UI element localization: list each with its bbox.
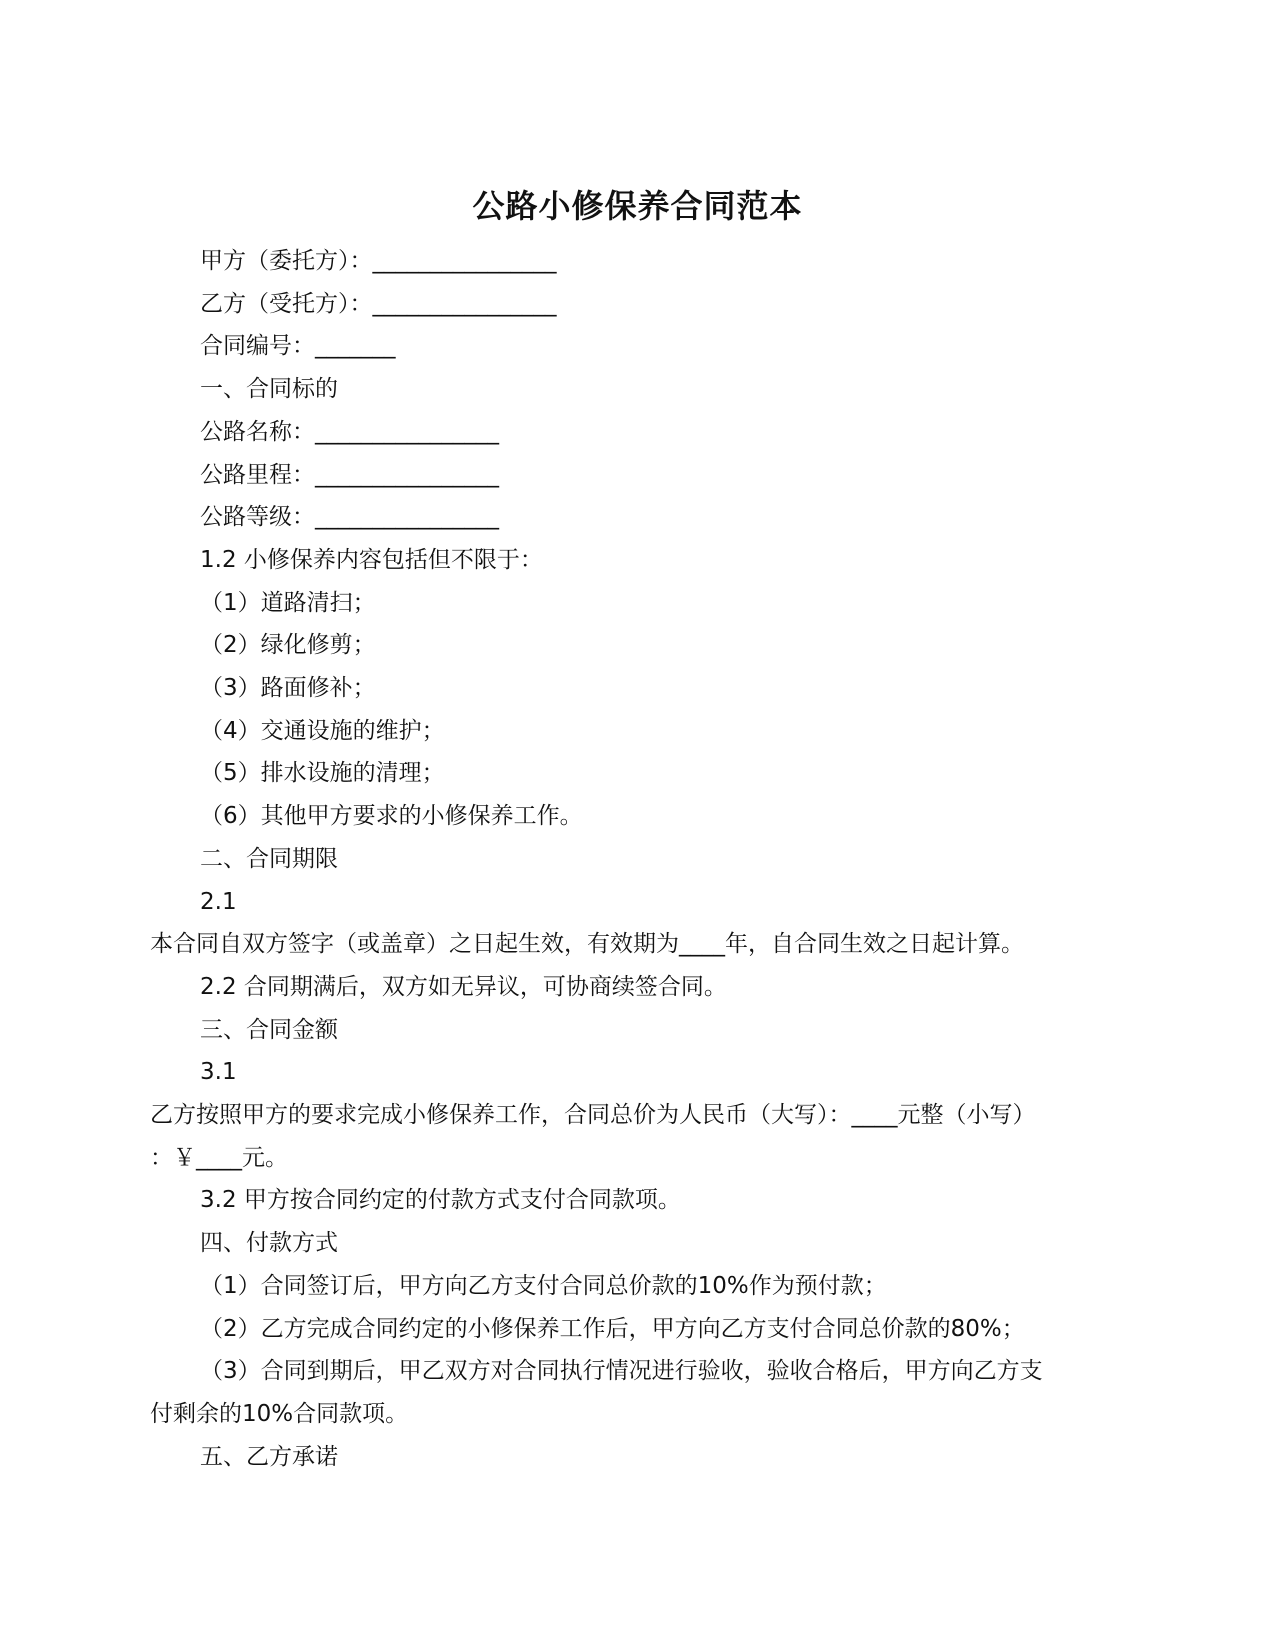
list-item: （1）道路清扫； <box>200 589 376 616</box>
party-a-line: 甲方（委托方）：________________ <box>200 248 557 274</box>
clause-line: 2.2 合同期满后，双方如无异议，可协商续签合同。 <box>200 973 727 1000</box>
list-item: （4）交通设施的维护； <box>200 717 445 744</box>
clause-number: 3.1 <box>200 1059 237 1086</box>
clause-text-continued: ：￥____元。 <box>150 1144 288 1171</box>
list-item-continued: 付剩余的10%合同款项。 <box>150 1400 409 1427</box>
section-heading: 三、合同金额 <box>200 1016 338 1043</box>
list-item: （5）排水设施的清理； <box>200 760 445 787</box>
section-heading: 二、合同期限 <box>200 845 338 872</box>
document-title: 公路小修保养合同范本 <box>472 187 803 225</box>
clause-text: 本合同自双方签字（或盖章）之日起生效，有效期为____年，自合同生效之日起计算。 <box>150 931 1024 958</box>
clause-text: 乙方按照甲方的要求完成小修保养工作，合同总价为人民币（大写）：____元整（小写） <box>150 1102 1036 1129</box>
road-grade-line: 公路等级：________________ <box>200 504 499 531</box>
list-item: （2）乙方完成合同约定的小修保养工作后，甲方向乙方支付合同总价款的80%； <box>200 1315 1025 1342</box>
road-name-line: 公路名称：________________ <box>200 418 499 445</box>
list-item: （3）合同到期后，甲乙双方对合同执行情况进行验收，验收合格后，甲方向乙方支 <box>200 1358 1043 1385</box>
party-b-line: 乙方（受托方）：________________ <box>200 290 557 317</box>
clause-number: 2.1 <box>200 888 237 915</box>
clause-line: 3.2 甲方按合同约定的付款方式支付合同款项。 <box>200 1187 681 1214</box>
list-item: （3）路面修补； <box>200 675 376 702</box>
list-item: （1）合同签订后，甲方向乙方支付合同总价款的10%作为预付款； <box>200 1272 887 1299</box>
clause-line: 1.2 小修保养内容包括但不限于： <box>200 546 543 573</box>
section-heading: 四、付款方式 <box>200 1230 338 1257</box>
contract-number-line: 合同编号：_______ <box>200 333 396 360</box>
road-mileage-line: 公路里程：________________ <box>200 461 499 488</box>
section-heading: 一、合同标的 <box>200 376 338 403</box>
list-item: （2）绿化修剪； <box>200 632 376 659</box>
list-item: （6）其他甲方要求的小修保养工作。 <box>200 803 583 830</box>
document-body <box>150 240 1130 1478</box>
section-heading: 五、乙方承诺 <box>200 1443 338 1470</box>
